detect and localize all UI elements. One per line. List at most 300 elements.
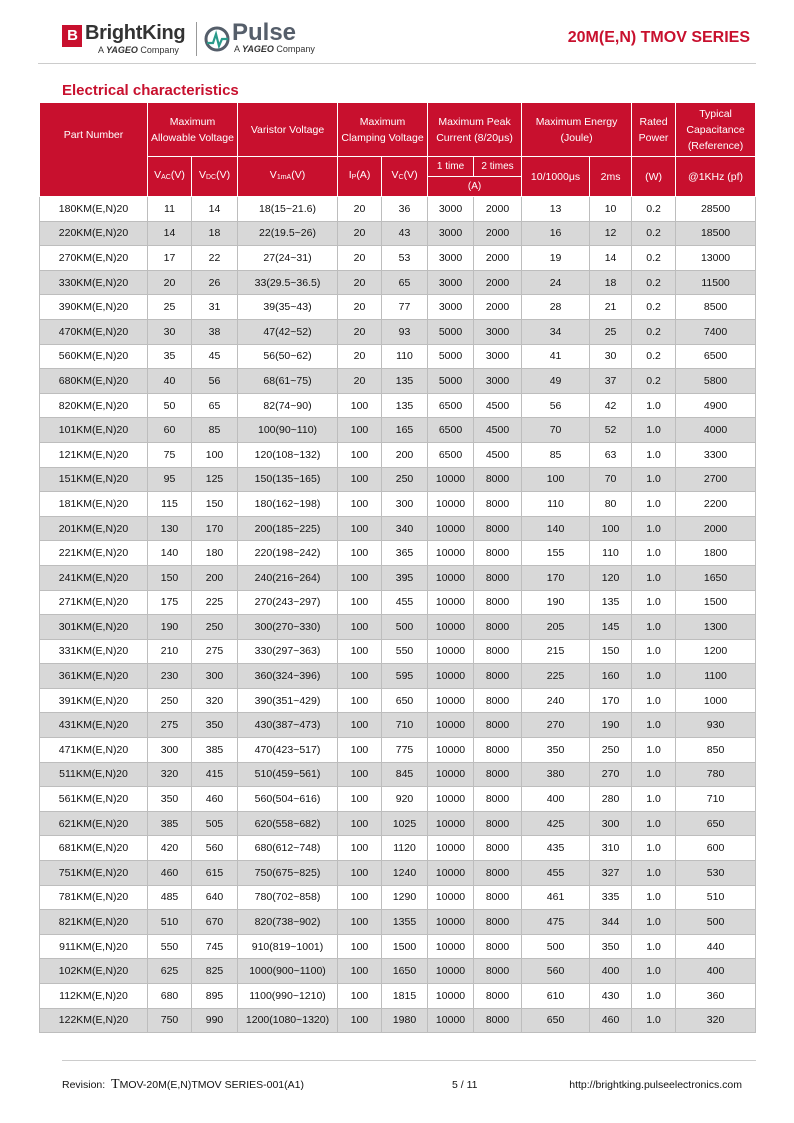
cell-energy-10-1000: 110 <box>522 492 590 517</box>
cell-vc: 365 <box>382 541 428 566</box>
cell-vac: 11 <box>148 197 192 222</box>
header-peak-unit: (A) <box>428 177 522 197</box>
cell-energy-2ms: 190 <box>590 713 632 738</box>
table-row <box>40 418 756 443</box>
table-row <box>40 615 756 640</box>
cell-energy-2ms: 12 <box>590 221 632 246</box>
cell-energy-10-1000: 240 <box>522 688 590 713</box>
vac-subscript: AC <box>161 174 171 181</box>
cell-vdc: 300 <box>192 664 238 689</box>
cell-peak-1-time: 5000 <box>428 319 474 344</box>
cell-vac: 17 <box>148 246 192 271</box>
cell-vac: 485 <box>148 885 192 910</box>
vac-symbol: V <box>154 169 162 181</box>
cell-peak-2-times: 8000 <box>474 565 522 590</box>
cell-vdc: 895 <box>192 984 238 1009</box>
cell-vdc: 990 <box>192 1008 238 1033</box>
cell-part-number: 301KM(E,N)20 <box>40 615 148 640</box>
cell-vc: 43 <box>382 221 428 246</box>
cell-rated-power: 1.0 <box>632 984 676 1009</box>
table-row <box>40 738 756 763</box>
cell-vac: 210 <box>148 639 192 664</box>
cell-capacitance: 850 <box>676 738 756 763</box>
cell-rated-power: 1.0 <box>632 713 676 738</box>
cell-rated-power: 0.2 <box>632 295 676 320</box>
cell-energy-2ms: 327 <box>590 861 632 886</box>
cell-rated-power: 1.0 <box>632 393 676 418</box>
cell-peak-1-time: 10000 <box>428 910 474 935</box>
cell-vdc: 225 <box>192 590 238 615</box>
cell-part-number: 101KM(E,N)20 <box>40 418 148 443</box>
cell-peak-2-times: 8000 <box>474 738 522 763</box>
cell-peak-2-times: 8000 <box>474 467 522 492</box>
cell-capacitance: 400 <box>676 959 756 984</box>
cell-ip: 100 <box>338 738 382 763</box>
cell-part-number: 102KM(E,N)20 <box>40 959 148 984</box>
cell-vc: 1650 <box>382 959 428 984</box>
cell-ip: 100 <box>338 615 382 640</box>
cell-peak-1-time: 10000 <box>428 541 474 566</box>
cell-vc: 1290 <box>382 885 428 910</box>
cell-part-number: 330KM(E,N)20 <box>40 270 148 295</box>
cell-vdc: 150 <box>192 492 238 517</box>
header-typical-capacitance: Typical Capacitance (Reference) <box>676 103 756 157</box>
cell-energy-10-1000: 34 <box>522 319 590 344</box>
cell-part-number: 201KM(E,N)20 <box>40 516 148 541</box>
vc-unit: (V) <box>403 169 418 181</box>
cell-capacitance: 1500 <box>676 590 756 615</box>
cell-vdc: 560 <box>192 836 238 861</box>
cell-energy-10-1000: 215 <box>522 639 590 664</box>
cell-energy-2ms: 14 <box>590 246 632 271</box>
cell-energy-2ms: 344 <box>590 910 632 935</box>
cell-capacitance: 930 <box>676 713 756 738</box>
cell-peak-1-time: 5000 <box>428 344 474 369</box>
cell-energy-10-1000: 24 <box>522 270 590 295</box>
cell-rated-power: 0.2 <box>632 319 676 344</box>
table-row <box>40 861 756 886</box>
cell-vdc: 505 <box>192 811 238 836</box>
cell-peak-1-time: 10000 <box>428 1008 474 1033</box>
cell-v1ma: 270(243~297) <box>238 590 338 615</box>
header-vac <box>148 157 192 197</box>
cell-vc: 250 <box>382 467 428 492</box>
cell-vdc: 26 <box>192 270 238 295</box>
section-title: Electrical characteristics <box>62 82 239 99</box>
cell-rated-power: 1.0 <box>632 787 676 812</box>
cell-peak-1-time: 10000 <box>428 639 474 664</box>
cell-peak-1-time: 10000 <box>428 492 474 517</box>
footer-revision <box>62 1077 304 1093</box>
cell-ip: 100 <box>338 541 382 566</box>
table-row <box>40 713 756 738</box>
cell-peak-1-time: 10000 <box>428 984 474 1009</box>
cell-vdc: 200 <box>192 565 238 590</box>
cell-peak-1-time: 10000 <box>428 688 474 713</box>
cell-peak-2-times: 2000 <box>474 197 522 222</box>
cell-energy-2ms: 70 <box>590 467 632 492</box>
cell-energy-10-1000: 85 <box>522 442 590 467</box>
cell-peak-2-times: 8000 <box>474 664 522 689</box>
cell-peak-2-times: 8000 <box>474 836 522 861</box>
cell-energy-2ms: 135 <box>590 590 632 615</box>
cell-vac: 50 <box>148 393 192 418</box>
cell-peak-2-times: 8000 <box>474 615 522 640</box>
cell-v1ma: 200(185~225) <box>238 516 338 541</box>
cell-ip: 100 <box>338 861 382 886</box>
table-row <box>40 934 756 959</box>
cell-part-number: 781KM(E,N)20 <box>40 885 148 910</box>
cell-part-number: 470KM(E,N)20 <box>40 319 148 344</box>
cell-energy-10-1000: 380 <box>522 762 590 787</box>
cell-peak-2-times: 8000 <box>474 861 522 886</box>
cell-part-number: 621KM(E,N)20 <box>40 811 148 836</box>
cell-energy-2ms: 110 <box>590 541 632 566</box>
cell-ip: 100 <box>338 910 382 935</box>
revision-first-letter: T <box>111 1077 120 1092</box>
table-row <box>40 590 756 615</box>
cell-peak-2-times: 8000 <box>474 934 522 959</box>
revision-label: Revision: <box>62 1079 106 1091</box>
cell-vdc: 38 <box>192 319 238 344</box>
cell-energy-10-1000: 13 <box>522 197 590 222</box>
cell-vac: 175 <box>148 590 192 615</box>
header-rated-power: Rated Power <box>632 103 676 157</box>
cell-capacitance: 360 <box>676 984 756 1009</box>
cell-energy-10-1000: 435 <box>522 836 590 861</box>
cell-capacitance: 18500 <box>676 221 756 246</box>
cell-ip: 100 <box>338 984 382 1009</box>
header-one-time: 1 time <box>428 157 474 177</box>
cell-ip: 20 <box>338 270 382 295</box>
cell-peak-1-time: 10000 <box>428 713 474 738</box>
cell-vc: 36 <box>382 197 428 222</box>
cell-ip: 100 <box>338 836 382 861</box>
cell-vac: 40 <box>148 369 192 394</box>
cell-peak-2-times: 8000 <box>474 590 522 615</box>
header-max-energy: Maximum Energy (Joule) <box>522 103 632 157</box>
cell-ip: 100 <box>338 565 382 590</box>
cell-ip: 100 <box>338 959 382 984</box>
cell-vc: 455 <box>382 590 428 615</box>
cell-rated-power: 0.2 <box>632 221 676 246</box>
cell-capacitance: 600 <box>676 836 756 861</box>
cell-ip: 100 <box>338 516 382 541</box>
table-row <box>40 393 756 418</box>
cell-peak-2-times: 2000 <box>474 246 522 271</box>
cell-rated-power: 1.0 <box>632 565 676 590</box>
cell-part-number: 220KM(E,N)20 <box>40 221 148 246</box>
table-row <box>40 344 756 369</box>
cell-energy-10-1000: 19 <box>522 246 590 271</box>
cell-ip: 20 <box>338 295 382 320</box>
cell-vac: 385 <box>148 811 192 836</box>
cell-v1ma: 510(459~561) <box>238 762 338 787</box>
cell-ip: 100 <box>338 492 382 517</box>
cell-vc: 300 <box>382 492 428 517</box>
ip-unit: (A) <box>356 169 371 181</box>
cell-peak-1-time: 6500 <box>428 393 474 418</box>
v1ma-unit: (V) <box>291 169 306 181</box>
cell-energy-10-1000: 155 <box>522 541 590 566</box>
cell-vac: 115 <box>148 492 192 517</box>
cell-part-number: 681KM(E,N)20 <box>40 836 148 861</box>
cell-peak-2-times: 8000 <box>474 492 522 517</box>
cell-peak-1-time: 3000 <box>428 197 474 222</box>
header-max-clamping-voltage: Maximum Clamping Voltage <box>338 103 428 157</box>
cell-v1ma: 56(50~62) <box>238 344 338 369</box>
cell-capacitance: 11500 <box>676 270 756 295</box>
cell-vdc: 125 <box>192 467 238 492</box>
cell-rated-power: 1.0 <box>632 442 676 467</box>
cell-energy-10-1000: 56 <box>522 393 590 418</box>
cell-peak-2-times: 3000 <box>474 369 522 394</box>
cell-v1ma: 750(675~825) <box>238 861 338 886</box>
footer-url: http://brightking.pulseelectronics.com <box>569 1079 742 1091</box>
header-capacitance-unit: @1KHz (pf) <box>676 157 756 197</box>
cell-ip: 100 <box>338 934 382 959</box>
cell-v1ma: 620(558~682) <box>238 811 338 836</box>
header-ip <box>338 157 382 197</box>
cell-rated-power: 1.0 <box>632 762 676 787</box>
header-part-number: Part Number <box>40 103 148 197</box>
cell-part-number: 471KM(E,N)20 <box>40 738 148 763</box>
cell-v1ma: 1100(990~1210) <box>238 984 338 1009</box>
cell-part-number: 820KM(E,N)20 <box>40 393 148 418</box>
cell-peak-2-times: 2000 <box>474 270 522 295</box>
table-row <box>40 836 756 861</box>
pulse-sub-brand: YAGEO <box>242 44 274 54</box>
header-v1ma <box>238 157 338 197</box>
cell-energy-10-1000: 400 <box>522 787 590 812</box>
cell-energy-10-1000: 270 <box>522 713 590 738</box>
cell-ip: 100 <box>338 393 382 418</box>
cell-energy-2ms: 37 <box>590 369 632 394</box>
pulse-logo-icon <box>204 26 230 52</box>
cell-vac: 140 <box>148 541 192 566</box>
cell-vdc: 22 <box>192 246 238 271</box>
cell-capacitance: 2700 <box>676 467 756 492</box>
cell-part-number: 122KM(E,N)20 <box>40 1008 148 1033</box>
cell-energy-2ms: 25 <box>590 319 632 344</box>
cell-peak-2-times: 8000 <box>474 688 522 713</box>
cell-peak-1-time: 10000 <box>428 934 474 959</box>
cell-vac: 60 <box>148 418 192 443</box>
cell-capacitance: 1300 <box>676 615 756 640</box>
brightking-logo <box>62 24 222 58</box>
cell-vc: 845 <box>382 762 428 787</box>
table-row <box>40 762 756 787</box>
cell-part-number: 121KM(E,N)20 <box>40 442 148 467</box>
cell-v1ma: 1200(1080~1320) <box>238 1008 338 1033</box>
cell-peak-1-time: 10000 <box>428 861 474 886</box>
cell-peak-1-time: 10000 <box>428 516 474 541</box>
cell-vdc: 18 <box>192 221 238 246</box>
ip-symbol: I <box>348 169 352 181</box>
pulse-logo-text: Pulse <box>232 19 297 46</box>
cell-energy-10-1000: 475 <box>522 910 590 935</box>
cell-peak-2-times: 8000 <box>474 885 522 910</box>
cell-v1ma: 22(19.5~26) <box>238 221 338 246</box>
ip-subscript: P <box>351 174 357 181</box>
table-row <box>40 1008 756 1033</box>
table-row <box>40 369 756 394</box>
cell-v1ma: 27(24~31) <box>238 246 338 271</box>
cell-v1ma: 780(702~858) <box>238 885 338 910</box>
cell-rated-power: 1.0 <box>632 861 676 886</box>
cell-rated-power: 1.0 <box>632 811 676 836</box>
cell-v1ma: 82(74~90) <box>238 393 338 418</box>
vdc-unit: (V) <box>216 169 231 181</box>
cell-energy-10-1000: 28 <box>522 295 590 320</box>
cell-vc: 650 <box>382 688 428 713</box>
cell-v1ma: 300(270~330) <box>238 615 338 640</box>
cell-v1ma: 47(42~52) <box>238 319 338 344</box>
cell-peak-2-times: 8000 <box>474 959 522 984</box>
cell-ip: 100 <box>338 418 382 443</box>
cell-vac: 320 <box>148 762 192 787</box>
cell-vac: 420 <box>148 836 192 861</box>
cell-peak-1-time: 10000 <box>428 467 474 492</box>
cell-capacitance: 2200 <box>676 492 756 517</box>
cell-capacitance: 13000 <box>676 246 756 271</box>
cell-ip: 20 <box>338 221 382 246</box>
cell-energy-2ms: 160 <box>590 664 632 689</box>
cell-vac: 230 <box>148 664 192 689</box>
cell-vdc: 180 <box>192 541 238 566</box>
cell-energy-10-1000: 560 <box>522 959 590 984</box>
cell-energy-10-1000: 190 <box>522 590 590 615</box>
cell-vdc: 460 <box>192 787 238 812</box>
cell-peak-2-times: 8000 <box>474 541 522 566</box>
cell-peak-2-times: 8000 <box>474 787 522 812</box>
cell-part-number: 151KM(E,N)20 <box>40 467 148 492</box>
cell-energy-10-1000: 170 <box>522 565 590 590</box>
cell-part-number: 431KM(E,N)20 <box>40 713 148 738</box>
cell-vc: 65 <box>382 270 428 295</box>
cell-part-number: 911KM(E,N)20 <box>40 934 148 959</box>
cell-vc: 1240 <box>382 861 428 886</box>
cell-vac: 20 <box>148 270 192 295</box>
cell-rated-power: 0.2 <box>632 246 676 271</box>
table-row <box>40 295 756 320</box>
cell-energy-2ms: 310 <box>590 836 632 861</box>
cell-vdc: 56 <box>192 369 238 394</box>
cell-peak-1-time: 10000 <box>428 836 474 861</box>
cell-energy-2ms: 52 <box>590 418 632 443</box>
cell-energy-10-1000: 500 <box>522 934 590 959</box>
table-row <box>40 565 756 590</box>
cell-rated-power: 0.2 <box>632 270 676 295</box>
cell-peak-1-time: 10000 <box>428 959 474 984</box>
cell-vdc: 45 <box>192 344 238 369</box>
cell-part-number: 821KM(E,N)20 <box>40 910 148 935</box>
revision-text: MOV-20M(E,N)TMOV SERIES-001(A1) <box>119 1079 304 1091</box>
cell-vc: 77 <box>382 295 428 320</box>
cell-energy-2ms: 30 <box>590 344 632 369</box>
cell-v1ma: 33(29.5~36.5) <box>238 270 338 295</box>
cell-vdc: 100 <box>192 442 238 467</box>
cell-ip: 100 <box>338 885 382 910</box>
cell-rated-power: 1.0 <box>632 639 676 664</box>
cell-capacitance: 710 <box>676 787 756 812</box>
cell-part-number: 331KM(E,N)20 <box>40 639 148 664</box>
cell-vc: 710 <box>382 713 428 738</box>
cell-rated-power: 1.0 <box>632 738 676 763</box>
cell-vc: 920 <box>382 787 428 812</box>
cell-capacitance: 1100 <box>676 664 756 689</box>
cell-capacitance: 1200 <box>676 639 756 664</box>
series-title: 20M(E,N) TMOV SERIES <box>567 29 750 46</box>
cell-energy-2ms: 150 <box>590 639 632 664</box>
cell-peak-2-times: 3000 <box>474 319 522 344</box>
cell-rated-power: 1.0 <box>632 836 676 861</box>
cell-peak-2-times: 8000 <box>474 516 522 541</box>
cell-peak-1-time: 10000 <box>428 762 474 787</box>
cell-peak-2-times: 8000 <box>474 1008 522 1033</box>
cell-v1ma: 330(297~363) <box>238 639 338 664</box>
cell-v1ma: 220(198~242) <box>238 541 338 566</box>
cell-peak-2-times: 2000 <box>474 221 522 246</box>
cell-vc: 1500 <box>382 934 428 959</box>
cell-capacitance: 650 <box>676 811 756 836</box>
cell-peak-1-time: 10000 <box>428 811 474 836</box>
cell-v1ma: 470(423~517) <box>238 738 338 763</box>
cell-v1ma: 120(108~132) <box>238 442 338 467</box>
cell-vac: 250 <box>148 688 192 713</box>
cell-peak-1-time: 6500 <box>428 442 474 467</box>
cell-peak-1-time: 10000 <box>428 787 474 812</box>
cell-energy-2ms: 145 <box>590 615 632 640</box>
table-row <box>40 492 756 517</box>
cell-peak-1-time: 10000 <box>428 664 474 689</box>
brightking-logo-subtitle <box>98 45 179 55</box>
cell-vac: 30 <box>148 319 192 344</box>
table-row <box>40 221 756 246</box>
cell-energy-10-1000: 610 <box>522 984 590 1009</box>
header-energy-10-1000: 10/1000μs <box>522 157 590 197</box>
cell-vc: 53 <box>382 246 428 271</box>
cell-peak-2-times: 8000 <box>474 639 522 664</box>
cell-peak-1-time: 10000 <box>428 590 474 615</box>
cell-peak-1-time: 3000 <box>428 295 474 320</box>
cell-ip: 100 <box>338 811 382 836</box>
cell-capacitance: 4900 <box>676 393 756 418</box>
cell-energy-10-1000: 650 <box>522 1008 590 1033</box>
cell-rated-power: 1.0 <box>632 688 676 713</box>
cell-vdc: 640 <box>192 885 238 910</box>
cell-ip: 20 <box>338 246 382 271</box>
cell-energy-10-1000: 70 <box>522 418 590 443</box>
cell-energy-2ms: 63 <box>590 442 632 467</box>
cell-capacitance: 8500 <box>676 295 756 320</box>
cell-peak-2-times: 8000 <box>474 984 522 1009</box>
table-row <box>40 811 756 836</box>
cell-ip: 100 <box>338 639 382 664</box>
cell-energy-2ms: 460 <box>590 1008 632 1033</box>
vdc-symbol: V <box>198 169 206 181</box>
cell-v1ma: 820(738~902) <box>238 910 338 935</box>
v1ma-subscript: 1mA <box>276 174 292 181</box>
cell-vc: 500 <box>382 615 428 640</box>
cell-energy-10-1000: 461 <box>522 885 590 910</box>
cell-vac: 750 <box>148 1008 192 1033</box>
cell-energy-2ms: 100 <box>590 516 632 541</box>
cell-vc: 395 <box>382 565 428 590</box>
cell-rated-power: 1.0 <box>632 590 676 615</box>
cell-vac: 350 <box>148 787 192 812</box>
cell-part-number: 511KM(E,N)20 <box>40 762 148 787</box>
